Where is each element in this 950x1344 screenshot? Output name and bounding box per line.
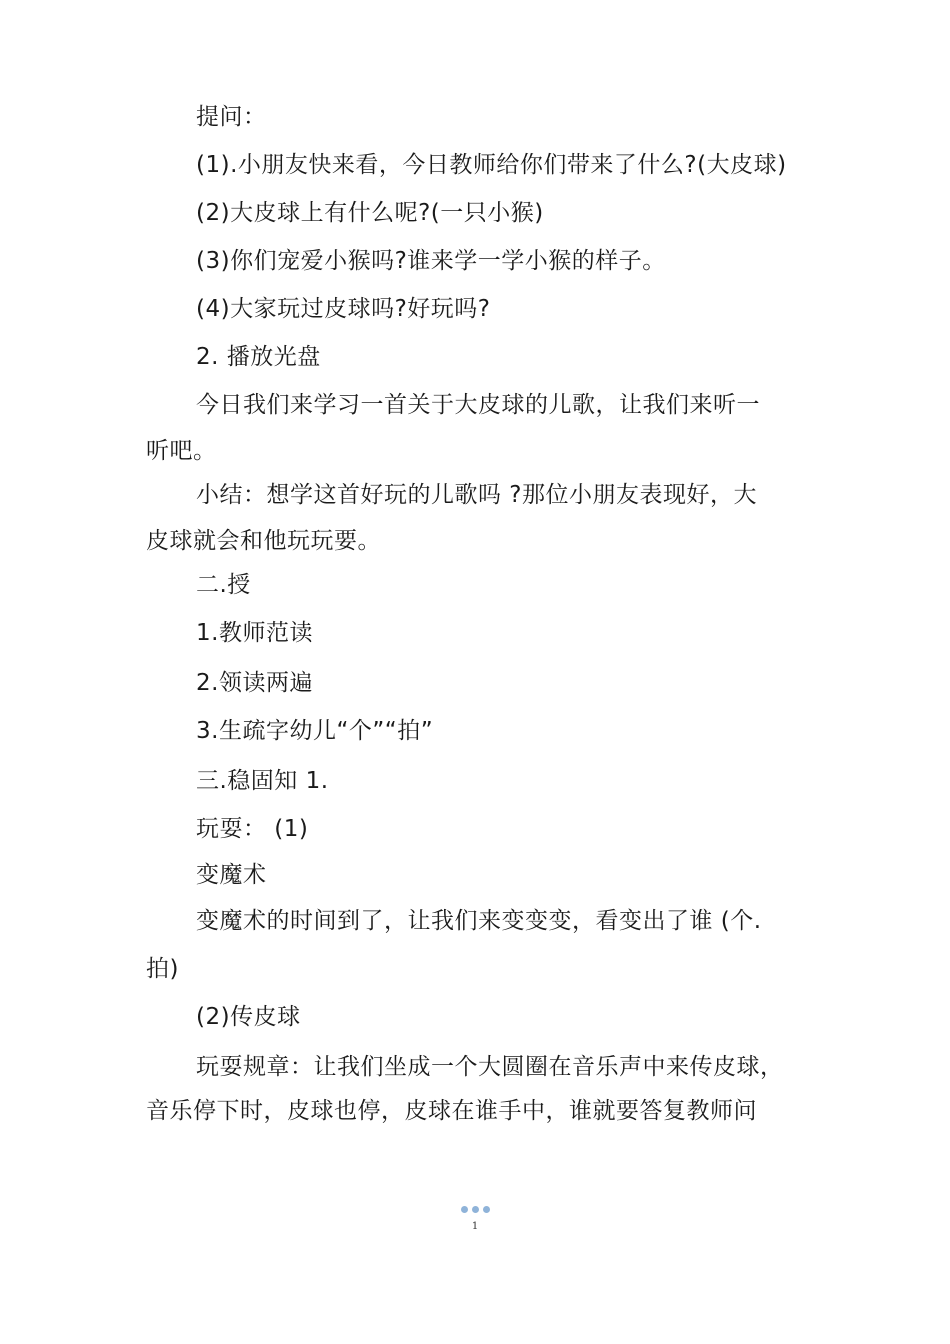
text-line: (4)大家玩过皮球吗?好玩吗? (196, 296, 491, 322)
text-line: 听吧。 (146, 438, 217, 464)
page-footer (0, 1198, 950, 1232)
text-line: 今日我们来学习一首关于大皮球的儿歌，让我们来听一 (196, 392, 760, 418)
text-line: 二.授 (196, 572, 251, 598)
text-line: 皮球就会和他玩玩要。 (146, 528, 381, 554)
text-line: 1.教师范读 (196, 620, 313, 646)
text-line: 玩耍： (1) (196, 816, 309, 842)
text-line: 小结：想学这首好玩的儿歌吗 ?那位小朋友表现好，大 (196, 482, 758, 508)
text-line: 2. 播放光盘 (196, 344, 321, 370)
text-line: 提问： (196, 104, 267, 130)
text-line: 玩耍规章：让我们坐成一个大圆圈在音乐声中来传皮球， (196, 1054, 784, 1080)
footer-dots-icon (461, 1206, 490, 1213)
text-line: 变魔术的时间到了，让我们来变变变，看变出了谁 (个. (196, 908, 762, 934)
text-line: (1).小朋友快来看，今日教师给你们带来了什么?(大皮球) (196, 152, 787, 178)
text-line: 3.生疏字幼儿“个”“拍” (196, 718, 434, 744)
text-line: (2)传皮球 (196, 1004, 301, 1030)
text-line: 变魔术 (196, 862, 267, 888)
text-line: 拍) (146, 956, 179, 982)
text-line: 三.稳固知 1. (196, 768, 329, 794)
text-line: (3)你们宠爱小猴吗?谁来学一学小猴的样子。 (196, 248, 666, 274)
text-line: 音乐停下时，皮球也停，皮球在谁手中，谁就要答复教师问 (146, 1098, 757, 1124)
page-number: 1 (471, 1221, 479, 1232)
text-line: (2)大皮球上有什么呢?(一只小猴) (196, 200, 544, 226)
text-line: 2.领读两遍 (196, 670, 313, 696)
